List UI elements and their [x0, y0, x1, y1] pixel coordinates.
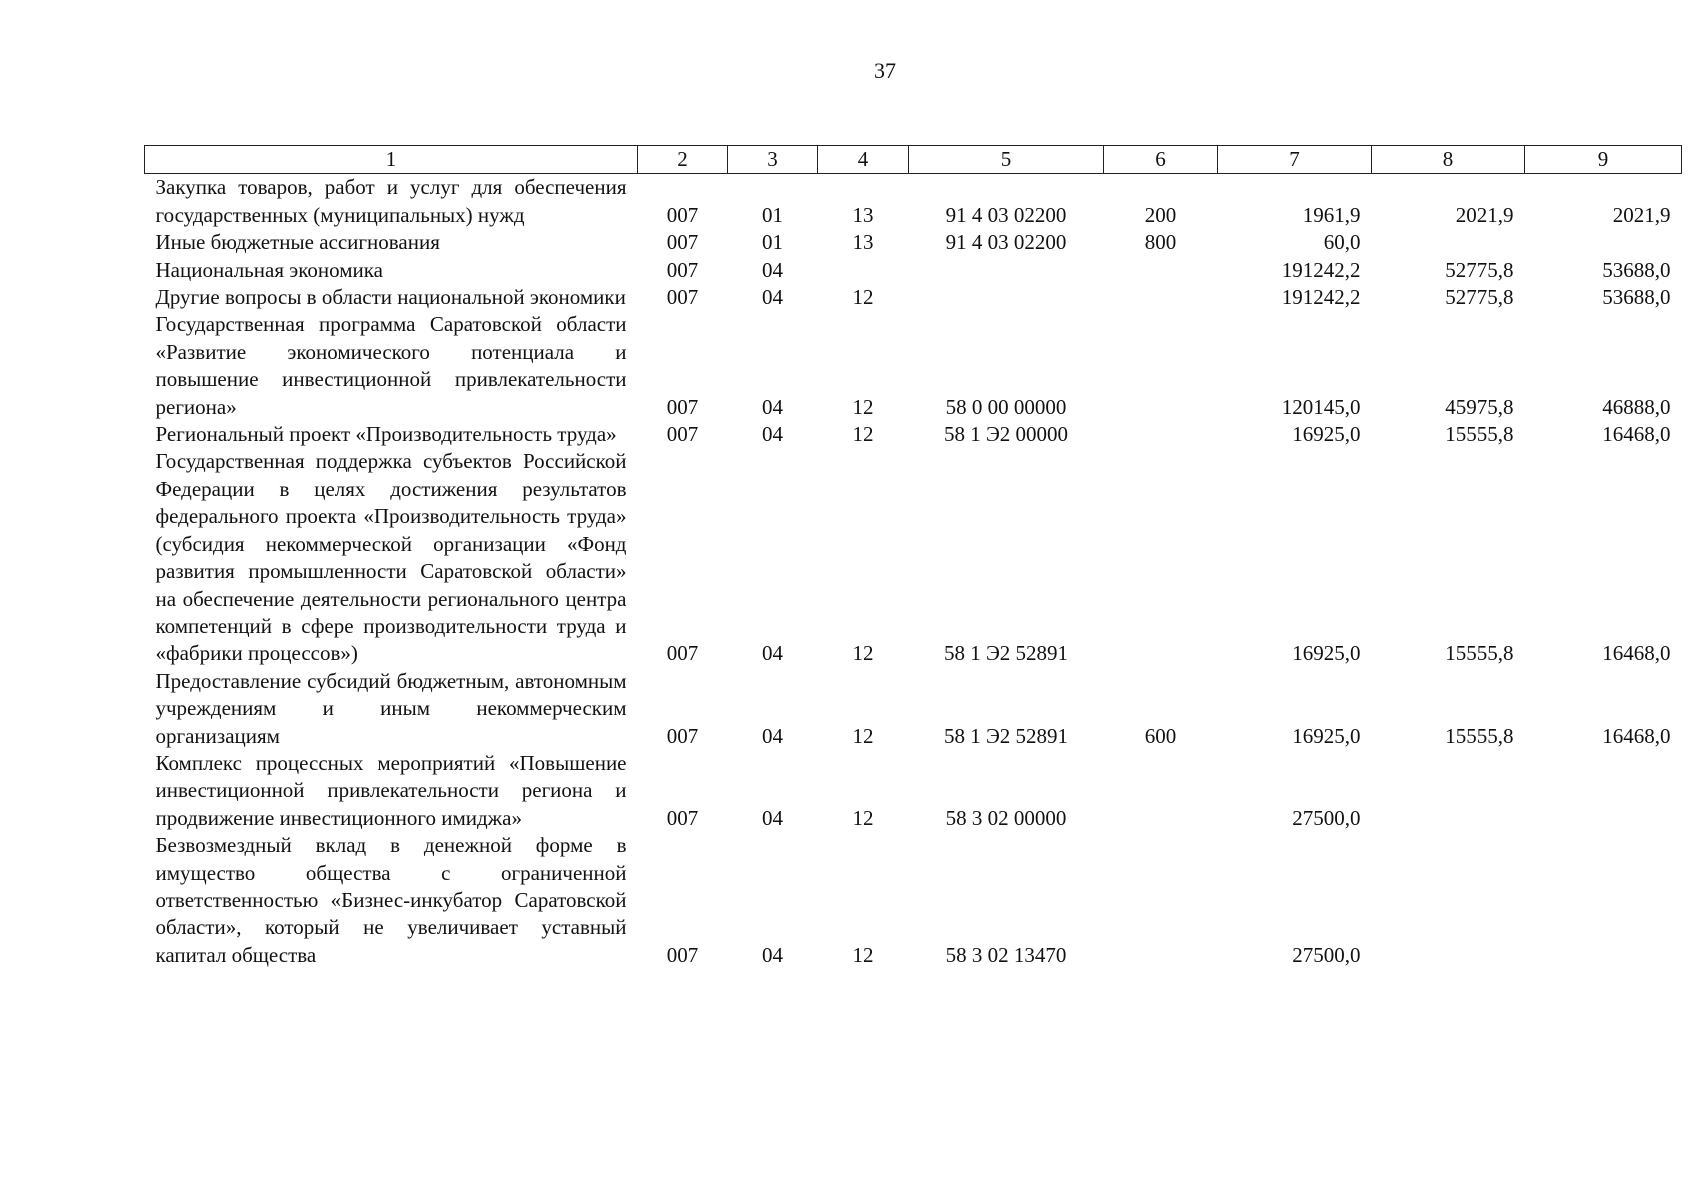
amount-col-8: 52775,8 [1445, 257, 1514, 282]
budget-table [144, 145, 1682, 969]
amount-col-9 [1525, 750, 1682, 832]
code-expense-type [1104, 448, 1218, 667]
row-name: Национальная экономика [155, 257, 383, 282]
code-ministry: 007 [666, 230, 699, 255]
column-header: 8 [1372, 146, 1525, 174]
code-target-article [909, 284, 1104, 311]
code-ministry: 007 [666, 285, 699, 310]
code-subsection: 13 [852, 202, 874, 227]
table-body [145, 174, 1682, 969]
code-ministry: 007 [666, 942, 699, 967]
column-header: 4 [818, 146, 909, 174]
code-section: 04 [762, 422, 783, 447]
table-row [145, 668, 1682, 750]
code-expense-type [1104, 311, 1218, 421]
code-subsection: 12 [852, 422, 874, 447]
code-subsection: 12 [852, 641, 874, 666]
amount-col-7: 1961,9 [1302, 202, 1361, 227]
code-subsection: 13 [852, 230, 874, 255]
amount-col-7: 27500,0 [1292, 942, 1361, 967]
amount-col-8 [1372, 750, 1525, 832]
column-header: 3 [728, 146, 818, 174]
amount-col-7: 120145,0 [1281, 394, 1361, 419]
amount-col-7: 27500,0 [1292, 805, 1361, 830]
amount-col-8: 15555,8 [1445, 723, 1514, 748]
row-name: Государственная поддержка субъектов Российской Федерации в целях достижения результатов федерального проекта «Производительность труда» (субсидия некоммерческой организации «Фонд развития промышленности Саратовской области» на обеспечение деятельности регионального центра компетенций в сфере производительности труда и «фабрики процессов») [155, 449, 627, 666]
code-section: 04 [762, 723, 783, 748]
code-ministry: 007 [666, 723, 699, 748]
code-target-article: 58 3 02 13470 [945, 942, 1067, 967]
code-expense-type [1104, 750, 1218, 832]
amount-col-9: 16468,0 [1602, 422, 1671, 447]
table-row [145, 229, 1682, 256]
amount-col-9: 16468,0 [1602, 723, 1671, 748]
table-row [145, 284, 1682, 311]
code-ministry: 007 [666, 422, 699, 447]
table-row [145, 750, 1682, 832]
code-target-article: 91 4 03 02200 [945, 230, 1067, 255]
amount-col-7: 16925,0 [1292, 641, 1361, 666]
code-target-article: 91 4 03 02200 [945, 202, 1067, 227]
amount-col-8: 52775,8 [1445, 285, 1514, 310]
code-subsection: 12 [852, 394, 874, 419]
code-section: 04 [762, 394, 783, 419]
code-subsection: 12 [852, 942, 874, 967]
code-target-article: 58 3 02 00000 [945, 805, 1067, 830]
column-header: 6 [1104, 146, 1218, 174]
code-subsection: 12 [852, 805, 874, 830]
code-expense-type: 600 [1144, 723, 1177, 748]
code-section: 04 [762, 805, 783, 830]
row-name: Предоставление субсидий бюджетным, автономным учреждениям и иным некоммерческим организациям [155, 668, 627, 748]
amount-col-8: 15555,8 [1445, 422, 1514, 447]
column-header: 7 [1218, 146, 1372, 174]
row-name: Безвозмездный вклад в денежной форме в имущество общества с ограниченной ответственностью «Бизнес-инкубатор Саратовской области», который не увеличивает уставный капитал общества [155, 833, 627, 967]
table-row [145, 257, 1682, 284]
row-name: Иные бюджетные ассигнования [155, 230, 440, 255]
table-row [145, 174, 1682, 229]
code-section: 01 [762, 230, 783, 255]
row-name: Комплекс процессных мероприятий «Повышение инвестиционной привлекательности региона и продвижение инвестиционного имиджа» [155, 750, 627, 830]
amount-col-7: 191242,2 [1281, 285, 1361, 310]
column-header: 1 [145, 146, 638, 174]
column-header: 5 [909, 146, 1104, 174]
code-section: 01 [762, 202, 783, 227]
table-row [145, 448, 1682, 667]
column-header: 9 [1525, 146, 1682, 174]
code-expense-type [1104, 284, 1218, 311]
row-name: Региональный проект «Производительность труда» [155, 422, 617, 447]
amount-col-7: 16925,0 [1292, 422, 1361, 447]
table-row [145, 421, 1682, 448]
code-section: 04 [762, 641, 783, 666]
amount-col-9 [1525, 229, 1682, 256]
row-name: Другие вопросы в области национальной экономики [155, 285, 626, 310]
amount-col-9: 53688,0 [1602, 257, 1671, 282]
page-number: 37 [874, 58, 896, 83]
code-ministry: 007 [666, 257, 699, 282]
amount-col-9: 16468,0 [1602, 641, 1671, 666]
header-row [145, 146, 1682, 174]
amount-col-8 [1372, 832, 1525, 969]
amount-col-7: 191242,2 [1281, 257, 1361, 282]
code-target-article: 58 1 Э2 52891 [943, 641, 1069, 666]
amount-col-8 [1372, 229, 1525, 256]
table-row [145, 832, 1682, 969]
code-ministry: 007 [666, 202, 699, 227]
amount-col-8: 15555,8 [1445, 641, 1514, 666]
code-expense-type: 200 [1144, 202, 1177, 227]
row-name: Государственная программа Саратовской области «Развитие экономического потенциала и повышение инвестиционной привлекательности региона» [155, 312, 627, 419]
code-expense-type [1104, 257, 1218, 284]
code-target-article: 58 0 00 00000 [945, 394, 1067, 419]
code-subsection: 12 [852, 723, 874, 748]
code-target-article [909, 257, 1104, 284]
amount-col-7: 16925,0 [1292, 723, 1361, 748]
code-subsection: 12 [852, 285, 874, 310]
code-expense-type [1104, 832, 1218, 969]
code-subsection [818, 257, 909, 284]
amount-col-8: 45975,8 [1445, 394, 1514, 419]
code-expense-type [1104, 421, 1218, 448]
amount-col-9: 46888,0 [1602, 394, 1671, 419]
amount-col-9 [1525, 832, 1682, 969]
amount-col-7: 60,0 [1323, 230, 1361, 255]
code-section: 04 [762, 257, 783, 282]
code-ministry: 007 [666, 394, 699, 419]
amount-col-8: 2021,9 [1455, 202, 1514, 227]
amount-col-9: 53688,0 [1602, 285, 1671, 310]
column-header: 2 [638, 146, 728, 174]
code-section: 04 [762, 285, 783, 310]
code-section: 04 [762, 942, 783, 967]
code-ministry: 007 [666, 641, 699, 666]
code-expense-type: 800 [1144, 230, 1177, 255]
row-name: Закупка товаров, работ и услуг для обеспечения государственных (муниципальных) нужд [155, 175, 627, 227]
code-target-article: 58 1 Э2 52891 [943, 723, 1069, 748]
table-row [145, 311, 1682, 421]
amount-col-9: 2021,9 [1612, 202, 1671, 227]
code-target-article: 58 1 Э2 00000 [943, 422, 1069, 447]
code-ministry: 007 [666, 805, 699, 830]
